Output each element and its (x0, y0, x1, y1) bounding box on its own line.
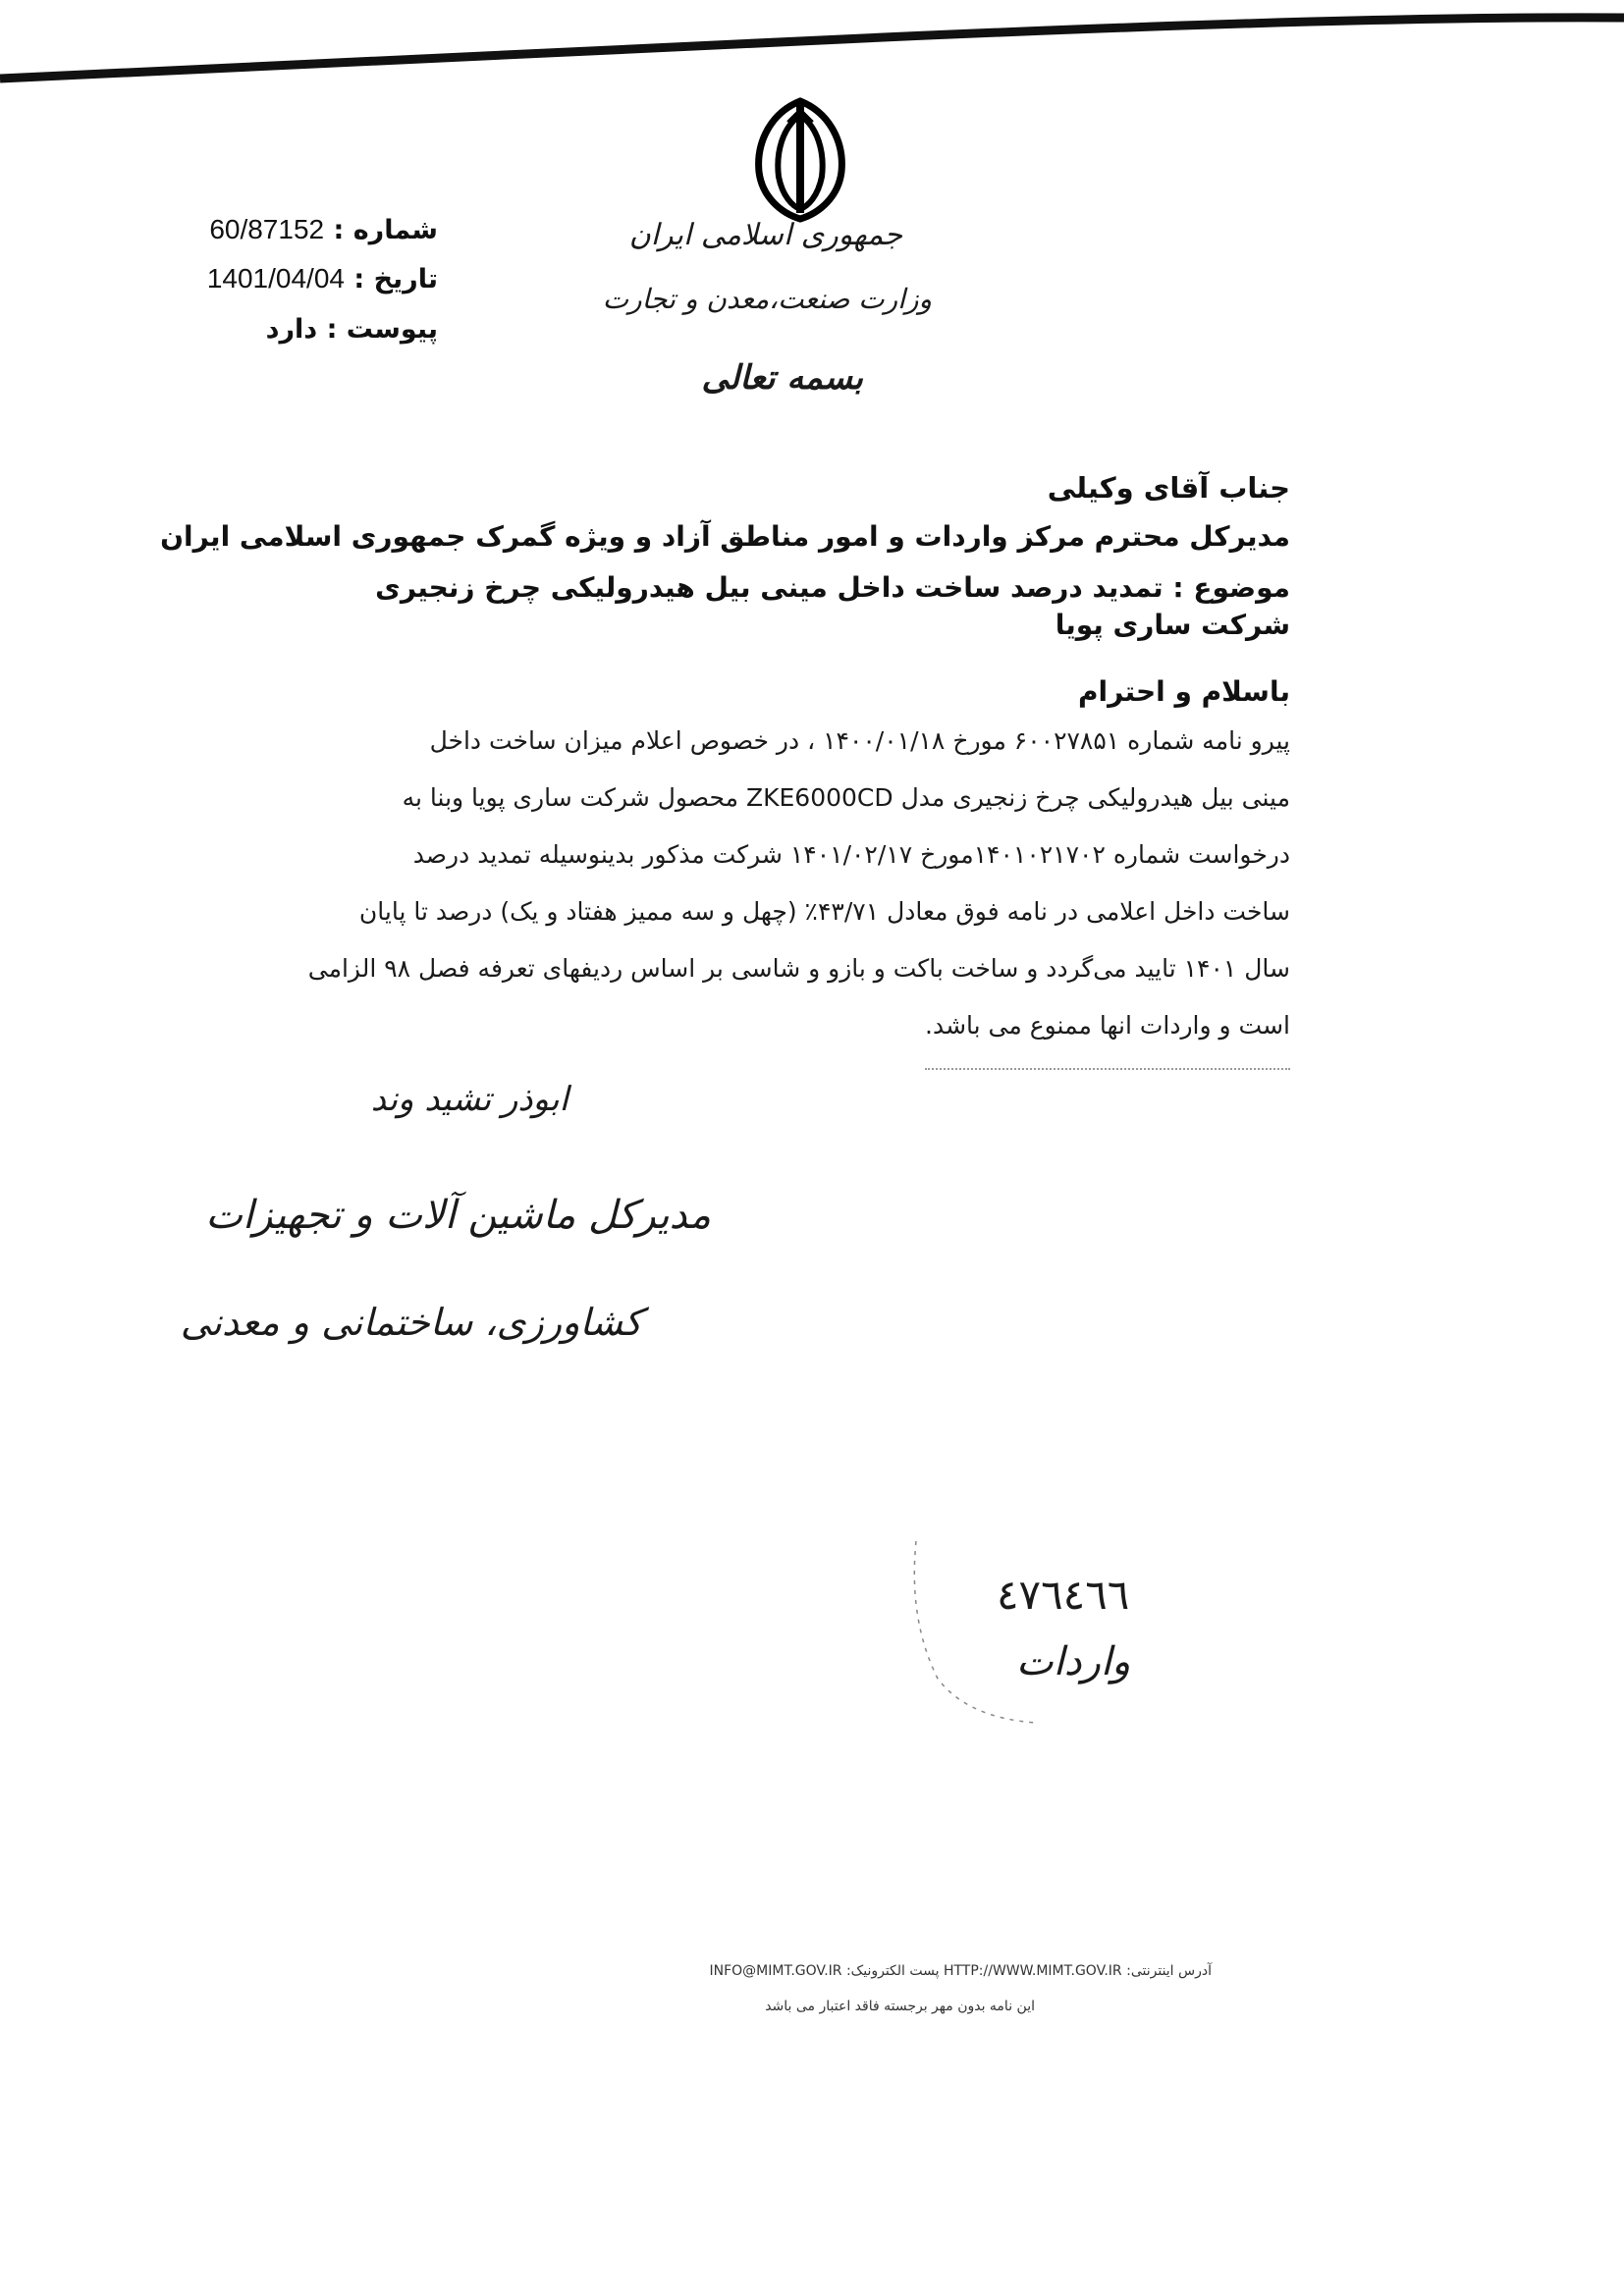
greeting: باسلام و احترام (1078, 675, 1290, 708)
body-line: مینی بیل هیدرولیکی چرخ زنجیری مدل ZKE6000CD محصول شرکت ساری پویا وبنا به (402, 783, 1290, 812)
invocation: بسمه تعالی (701, 358, 863, 398)
iran-emblem-icon (731, 93, 869, 231)
note-number: ٤٧٦٤٦٦ (997, 1571, 1130, 1619)
date-value: 1401/04/04 (206, 263, 345, 294)
ministry-title: وزارت صنعت،معدن و تجارت (602, 283, 932, 315)
letter-date-row (207, 263, 438, 294)
number-value: 60/87152 (209, 214, 325, 244)
body-line: است و واردات انها ممنوع می باشد. (925, 1011, 1290, 1070)
footer-notice: این نامه بدون مهر برجسته فاقد اعتبار می باشد (765, 1999, 1035, 2014)
body-line: ساخت داخل اعلامی در نامه فوق معادل ۴۳/۷۱٪ (چهل و سه ممیز هفتاد و یک) درصد تا پایان (358, 897, 1290, 926)
footer-contact: آدرس اینترنتی: HTTP://WWW.MIMT.GOV.IR پست الکترونیک: INFO@MIMT.GOV.IR (709, 1963, 1212, 1979)
signer-title-1: مدیرکل ماشین آلات و تجهیزات (205, 1193, 711, 1238)
recipient: جناب آقای وکیلی (1047, 471, 1290, 505)
signer-name: ابوذر تشید وند (370, 1080, 568, 1119)
number-label: شماره : (333, 215, 438, 245)
date-label: تاریخ : (353, 264, 438, 294)
republic-title: جمهوری اسلامی ایران (628, 218, 902, 252)
subject-line: موضوع : تمدید درصد ساخت داخل مینی بیل هیدرولیکی چرخ زنجیری شرکت ساری پویا (375, 571, 1290, 641)
letter-body (289, 726, 1290, 1070)
recipient-position: مدیرکل محترم مرکز واردات و امور مناطق آزاد و ویژه گمرک جمهوری اسلامی ایران (160, 520, 1290, 553)
note-bracket-icon (908, 1541, 1183, 1728)
handwritten-note (908, 1541, 1183, 1728)
body-line: سال ۱۴۰۱ تایید می‌گردد و ساخت باکت و بازو و شاسی بر اساس ردیفهای تعرفه فصل ۹۸ الزامی (307, 954, 1290, 983)
body-line: درخواست شماره ۱۴۰۱۰۲۱۷۰۲مورخ ۱۴۰۱/۰۲/۱۷ شرکت مذکور بدینوسیله تمدید درصد (412, 840, 1290, 869)
letter-number-row (209, 214, 438, 245)
note-word: واردات (1016, 1639, 1131, 1684)
signer-title-2: کشاورزی، ساختمانی و معدنی (180, 1301, 642, 1344)
attachment-row: پیوست : دارد (265, 314, 438, 345)
body-line: پیرو نامه شماره ۶۰۰۲۷۸۵۱ مورخ ۱۴۰۰/۰۱/۱۸ ، در خصوص اعلام میزان ساخت داخل (429, 726, 1290, 755)
